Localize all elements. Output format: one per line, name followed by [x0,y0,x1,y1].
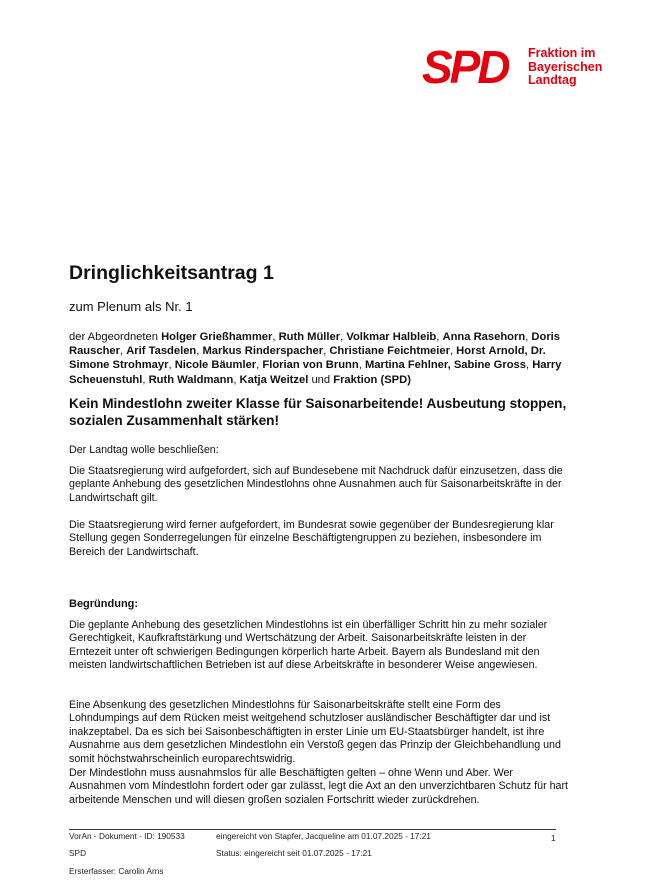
footer-doc-id: VorAn - Dokument - ID: 190533 [69,831,185,841]
author-name: Anna Rasehorn [442,331,526,343]
author-name: Ruth Müller [278,331,341,343]
document-subtitle: zum Plenum als Nr. 1 [69,299,193,314]
footer-creator: Ersterfasser: Carolin Arns [69,866,164,876]
logo-line-1: Fraktion im [528,46,596,60]
author-names: Holger Grießhammer, Ruth Müller, Volkmar Halbleib, Anna Rasehorn, Doris Rauscher, Arif Tasdelen, Markus Rinderspacher, Christiane Feichtmeier, Horst Arnold, Dr. Simone Strohmayr, Nicole Bäumler, Florian von Brunn, Martina Fehlner, Sabine Gross, Harry Scheuenstuhl, Ruth Waldmann, Katja Weitzel [69,331,562,386]
authors-list [69,330,569,387]
authors-and: und [311,373,331,386]
authors-faction: Fraktion (SPD) [333,373,411,386]
author-name: Nicole Bäumler [174,359,257,372]
logo-wordmark: SPD [422,41,508,93]
logo-caption [528,47,602,88]
motion-intro: Der Landtag wolle beschließen: [69,444,219,456]
spd-logo [422,41,622,93]
author-name: Volkmar Halbleib [346,331,437,343]
reason-heading: Begründung: [69,598,139,610]
author-name: Doris Rauscher [69,331,561,358]
author-name: Horst [456,345,486,358]
author-name: Arif Tasdelen [126,345,197,358]
reason-paragraph-2: Eine Absenkung des gesetzlichen Mindestlohns für Saisonarbeitskräfte stellt eine Form des Lohndumpings auf dem Rücken meist weitgehend schutzloser ausländischer Beschäftigter dar und ist inakzeptabel. Da es sich bei Saisonbeschäftigten in erster Linie um EU-Staatsbürger handelt, ist ihre Ausnahme aus dem gesetzlichen Mindestlohn ein Verstoß gegen das Prinzip der Gleichbehandlung und somit höchstwahrscheinlich europarechtswidrig. [69,699,561,765]
motion-paragraph-2: Die Staatsregierung wird ferner aufgefordert, im Bundesrat sowie gegenüber der Bundesregierung klar Stellung gegen Sonderregelungen für einzelne Beschäftigtengruppen zu beziehen, insbesondere im Bereich der Landwirtschaft. [69,519,554,558]
author-name: Sabine Gross [453,359,526,372]
author-name: Markus Rinderspacher [202,345,324,358]
logo-line-2: Bayerischen [528,59,603,74]
motion-paragraph-1: Die Staatsregierung wird aufgefordert, sich auf Bundesebene mit Nachdruck dafür einzusetzen, dass die geplante Anhebung des gesetzlichen Mindestlohns ohne Ausnahmen auch für Saisonarbeitskräfte in der Landwirtschaft gilt. [69,465,563,504]
author-name: Arnold, Dr. Simone Strohmayr [69,345,546,372]
footer-divider [69,829,556,830]
footer-submitted: eingereicht von Stapfer, Jacqueline am 01.07.2025 - 17:21 [216,831,431,841]
footer-party: SPD [69,848,87,858]
author-name: Ruth Waldmann [148,373,234,386]
author-name: Florian von Brunn [262,359,359,372]
logo-line-3: Landtag [528,73,577,87]
footer-status: Status: eingereicht seit 01.07.2025 - 17:21 [216,848,372,858]
author-name: Martina Fehlner, [364,359,451,372]
author-name: Christiane Feichtmeier [329,345,450,358]
author-name: Katja Weitzel [239,373,309,386]
author-name: Holger Grießhammer [161,331,273,343]
reason-paragraph-1: Die geplante Anhebung des gesetzlichen Mindestlohns ist ein überfälliger Schritt hin zu mehr sozialer Gerechtigkeit, Kaufkraftstärkung und Wertschätzung der Arbeit. Saisonarbeitskräfte leisten in der Erntezeit unter oft schwierigen Bedingungen körperlich harte Arbeit. Bayern als Bundesland mit den meisten landwirtschaftlichen Betrieben ist auf diese Arbeitskräfte in besonderer Weise angewiesen. [69,619,548,672]
authors-prefix: der Abgeordneten [69,331,158,343]
document-title: Dringlichkeitsantrag 1 [69,262,274,284]
reason-paragraph-3: Der Mindestlohn muss ausnahmslos für alle Beschäftigten gelten – ohne Wenn und Aber. Wer Ausnahmen vom Mindestlohn fordert oder gar zulässt, legt die Axt an den unverzichtbaren Schutz für hart arbeitende Menschen und will diesen großen sozialen Fortschritt wieder zurückdrehen. [69,767,569,806]
footer-page-number: 1 [551,833,556,843]
author-name: Harry Scheuenstuhl [69,359,562,386]
motion-headline: Kein Mindestlohn zweiter Klasse für Saisonarbeitende! Ausbeutung stoppen, sozialen Zusammenhalt stärken! [69,396,567,428]
